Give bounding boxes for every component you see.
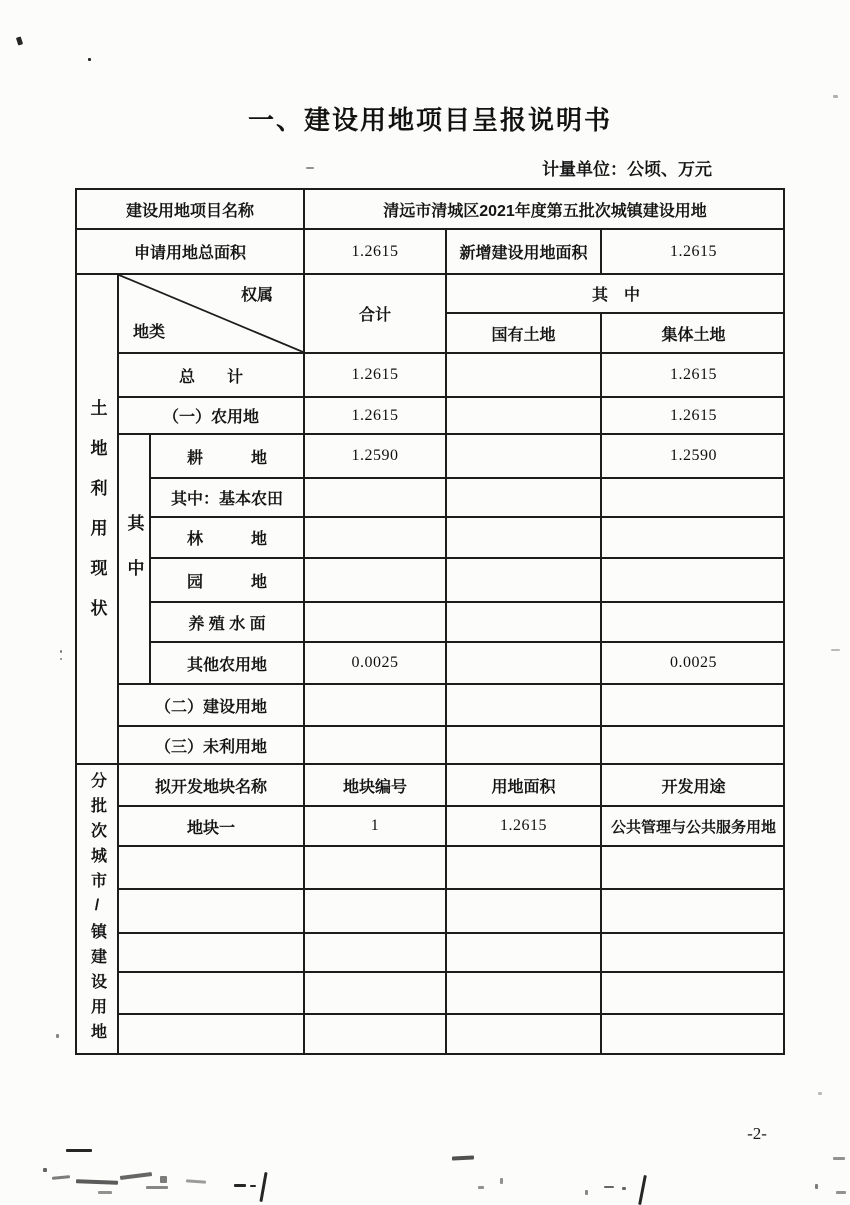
row-label-unused: （三）未利用地 (117, 725, 303, 763)
dev-row-area (445, 888, 600, 932)
column-header-among: 其 中 (445, 273, 785, 312)
landuse-section-label (75, 273, 117, 763)
scan-artifact (638, 1175, 647, 1205)
diagonal-class-label: 地类 (133, 324, 166, 341)
applied-area-label: 申请用地总面积 (75, 228, 303, 273)
cell-garden-state (445, 557, 600, 601)
dev-row-use (600, 845, 785, 888)
new-area-label: 新增建设用地面积 (445, 228, 600, 273)
dev-row-use (600, 888, 785, 932)
dev-row-code (303, 932, 445, 971)
dev-row-use (600, 932, 785, 971)
scan-artifact (815, 1184, 818, 1189)
cell-basic-farmland-state (445, 477, 600, 516)
development-section-label (75, 763, 117, 1055)
scan-artifact (833, 95, 838, 98)
scan-artifact (831, 649, 840, 651)
scan-artifact (622, 1187, 626, 1190)
dev-row-code (303, 971, 445, 1013)
row-label-construction: （二）建设用地 (117, 683, 303, 725)
dev-row-name (117, 1013, 303, 1055)
scan-artifact (452, 1155, 474, 1160)
scan-artifact (160, 1176, 167, 1183)
cell-other-agricultural-total: 0.0025 (303, 641, 445, 683)
cell-garden-total (303, 557, 445, 601)
cell-total-collective: 1.2615 (600, 352, 785, 396)
landuse-section-label-text: 土地利用现状 (87, 399, 107, 639)
cell-forest-collective (600, 516, 785, 557)
dev-row-name: 地块一 (117, 805, 303, 845)
project-name-value: 清远市清城区2021年度第五批次城镇建设用地 (303, 188, 785, 228)
dev-row-use (600, 1013, 785, 1055)
among-group-label (117, 433, 149, 683)
cell-aquaculture-total (303, 601, 445, 641)
cell-total-state (445, 352, 600, 396)
cell-construction-collective (600, 683, 785, 725)
project-name-label: 建设用地项目名称 (75, 188, 303, 228)
cell-cultivated-collective: 1.2590 (600, 433, 785, 477)
cell-basic-farmland-total (303, 477, 445, 516)
cell-other-agricultural-state (445, 641, 600, 683)
scan-artifact (818, 1092, 822, 1095)
cell-garden-collective (600, 557, 785, 601)
cell-agricultural-state (445, 396, 600, 433)
cell-unused-collective (600, 725, 785, 763)
scan-artifact (186, 1179, 206, 1183)
scan-artifact (146, 1186, 168, 1189)
dev-row-use: 公共管理与公共服务用地 (600, 805, 785, 845)
row-label-basic-farmland: 其中：基本农田 (149, 477, 303, 516)
column-header-collective: 集体土地 (600, 312, 785, 352)
row-label-other-agricultural: 其他农用地 (149, 641, 303, 683)
diagonal-header-cell (117, 273, 303, 352)
scan-artifact (60, 658, 62, 660)
cell-aquaculture-collective (600, 601, 785, 641)
scan-artifact (16, 36, 23, 45)
scan-artifact (98, 1191, 112, 1194)
dev-row-use (600, 971, 785, 1013)
dev-row-area: 1.2615 (445, 805, 600, 845)
dev-row-name (117, 932, 303, 971)
among-group-label-text: 其中 (124, 514, 144, 604)
applied-area-value: 1.2615 (303, 228, 445, 273)
scan-artifact (234, 1184, 246, 1187)
cell-agricultural-total: 1.2615 (303, 396, 445, 433)
page-number: -2- (747, 1124, 767, 1143)
cell-other-agricultural-collective: 0.0025 (600, 641, 785, 683)
column-header-total: 合计 (303, 273, 445, 352)
dev-row-name (117, 971, 303, 1013)
scan-artifact (60, 650, 62, 653)
scan-artifact (120, 1172, 152, 1180)
cell-aquaculture-state (445, 601, 600, 641)
scan-artifact (604, 1186, 614, 1188)
dev-row-name (117, 888, 303, 932)
row-label-cultivated: 耕 地 (149, 433, 303, 477)
dev-row-area (445, 845, 600, 888)
cell-construction-total (303, 683, 445, 725)
development-section-label-text: 分批次城市/镇建设用地 (88, 772, 106, 1048)
diagonal-attr-label: 权属 (240, 287, 273, 304)
new-area-value: 1.2615 (600, 228, 785, 273)
scan-artifact (306, 167, 314, 169)
dev-row-area (445, 1013, 600, 1055)
scan-artifact (88, 58, 91, 61)
cell-forest-total (303, 516, 445, 557)
scan-artifact (833, 1157, 845, 1160)
scan-artifact (836, 1191, 846, 1194)
row-label-agricultural: （一）农用地 (117, 396, 303, 433)
cell-unused-total (303, 725, 445, 763)
row-label-aquaculture: 养 殖 水 面 (149, 601, 303, 641)
row-label-total: 总 计 (117, 352, 303, 396)
dev-row-name (117, 845, 303, 888)
scan-artifact (66, 1149, 92, 1152)
cell-total-total: 1.2615 (303, 352, 445, 396)
scan-artifact (43, 1168, 47, 1172)
scan-artifact (259, 1172, 267, 1202)
dev-row-code (303, 845, 445, 888)
cell-agricultural-collective: 1.2615 (600, 396, 785, 433)
dev-row-area (445, 971, 600, 1013)
row-label-forest: 林 地 (149, 516, 303, 557)
scan-artifact (585, 1190, 588, 1195)
land-report-table (75, 188, 785, 1055)
cell-forest-state (445, 516, 600, 557)
dev-row-code (303, 888, 445, 932)
unit-note: 计量单位：公顷、万元 (542, 160, 712, 179)
page-title: 一、建设用地项目呈报说明书 (247, 105, 612, 135)
scan-artifact (56, 1034, 59, 1038)
dev-header-block-name: 拟开发地块名称 (117, 763, 303, 805)
scan-artifact (500, 1178, 503, 1184)
dev-header-use: 开发用途 (600, 763, 785, 805)
cell-cultivated-total: 1.2590 (303, 433, 445, 477)
cell-cultivated-state (445, 433, 600, 477)
cell-basic-farmland-collective (600, 477, 785, 516)
dev-row-code: 1 (303, 805, 445, 845)
cell-construction-state (445, 683, 600, 725)
row-label-garden: 园 地 (149, 557, 303, 601)
scan-artifact (250, 1185, 256, 1187)
cell-unused-state (445, 725, 600, 763)
dev-header-area: 用地面积 (445, 763, 600, 805)
column-header-state-owned: 国有土地 (445, 312, 600, 352)
dev-row-area (445, 932, 600, 971)
scan-artifact (478, 1186, 484, 1189)
dev-header-block-code: 地块编号 (303, 763, 445, 805)
scan-artifact (52, 1175, 70, 1180)
scan-artifact (76, 1179, 118, 1184)
dev-row-code (303, 1013, 445, 1055)
